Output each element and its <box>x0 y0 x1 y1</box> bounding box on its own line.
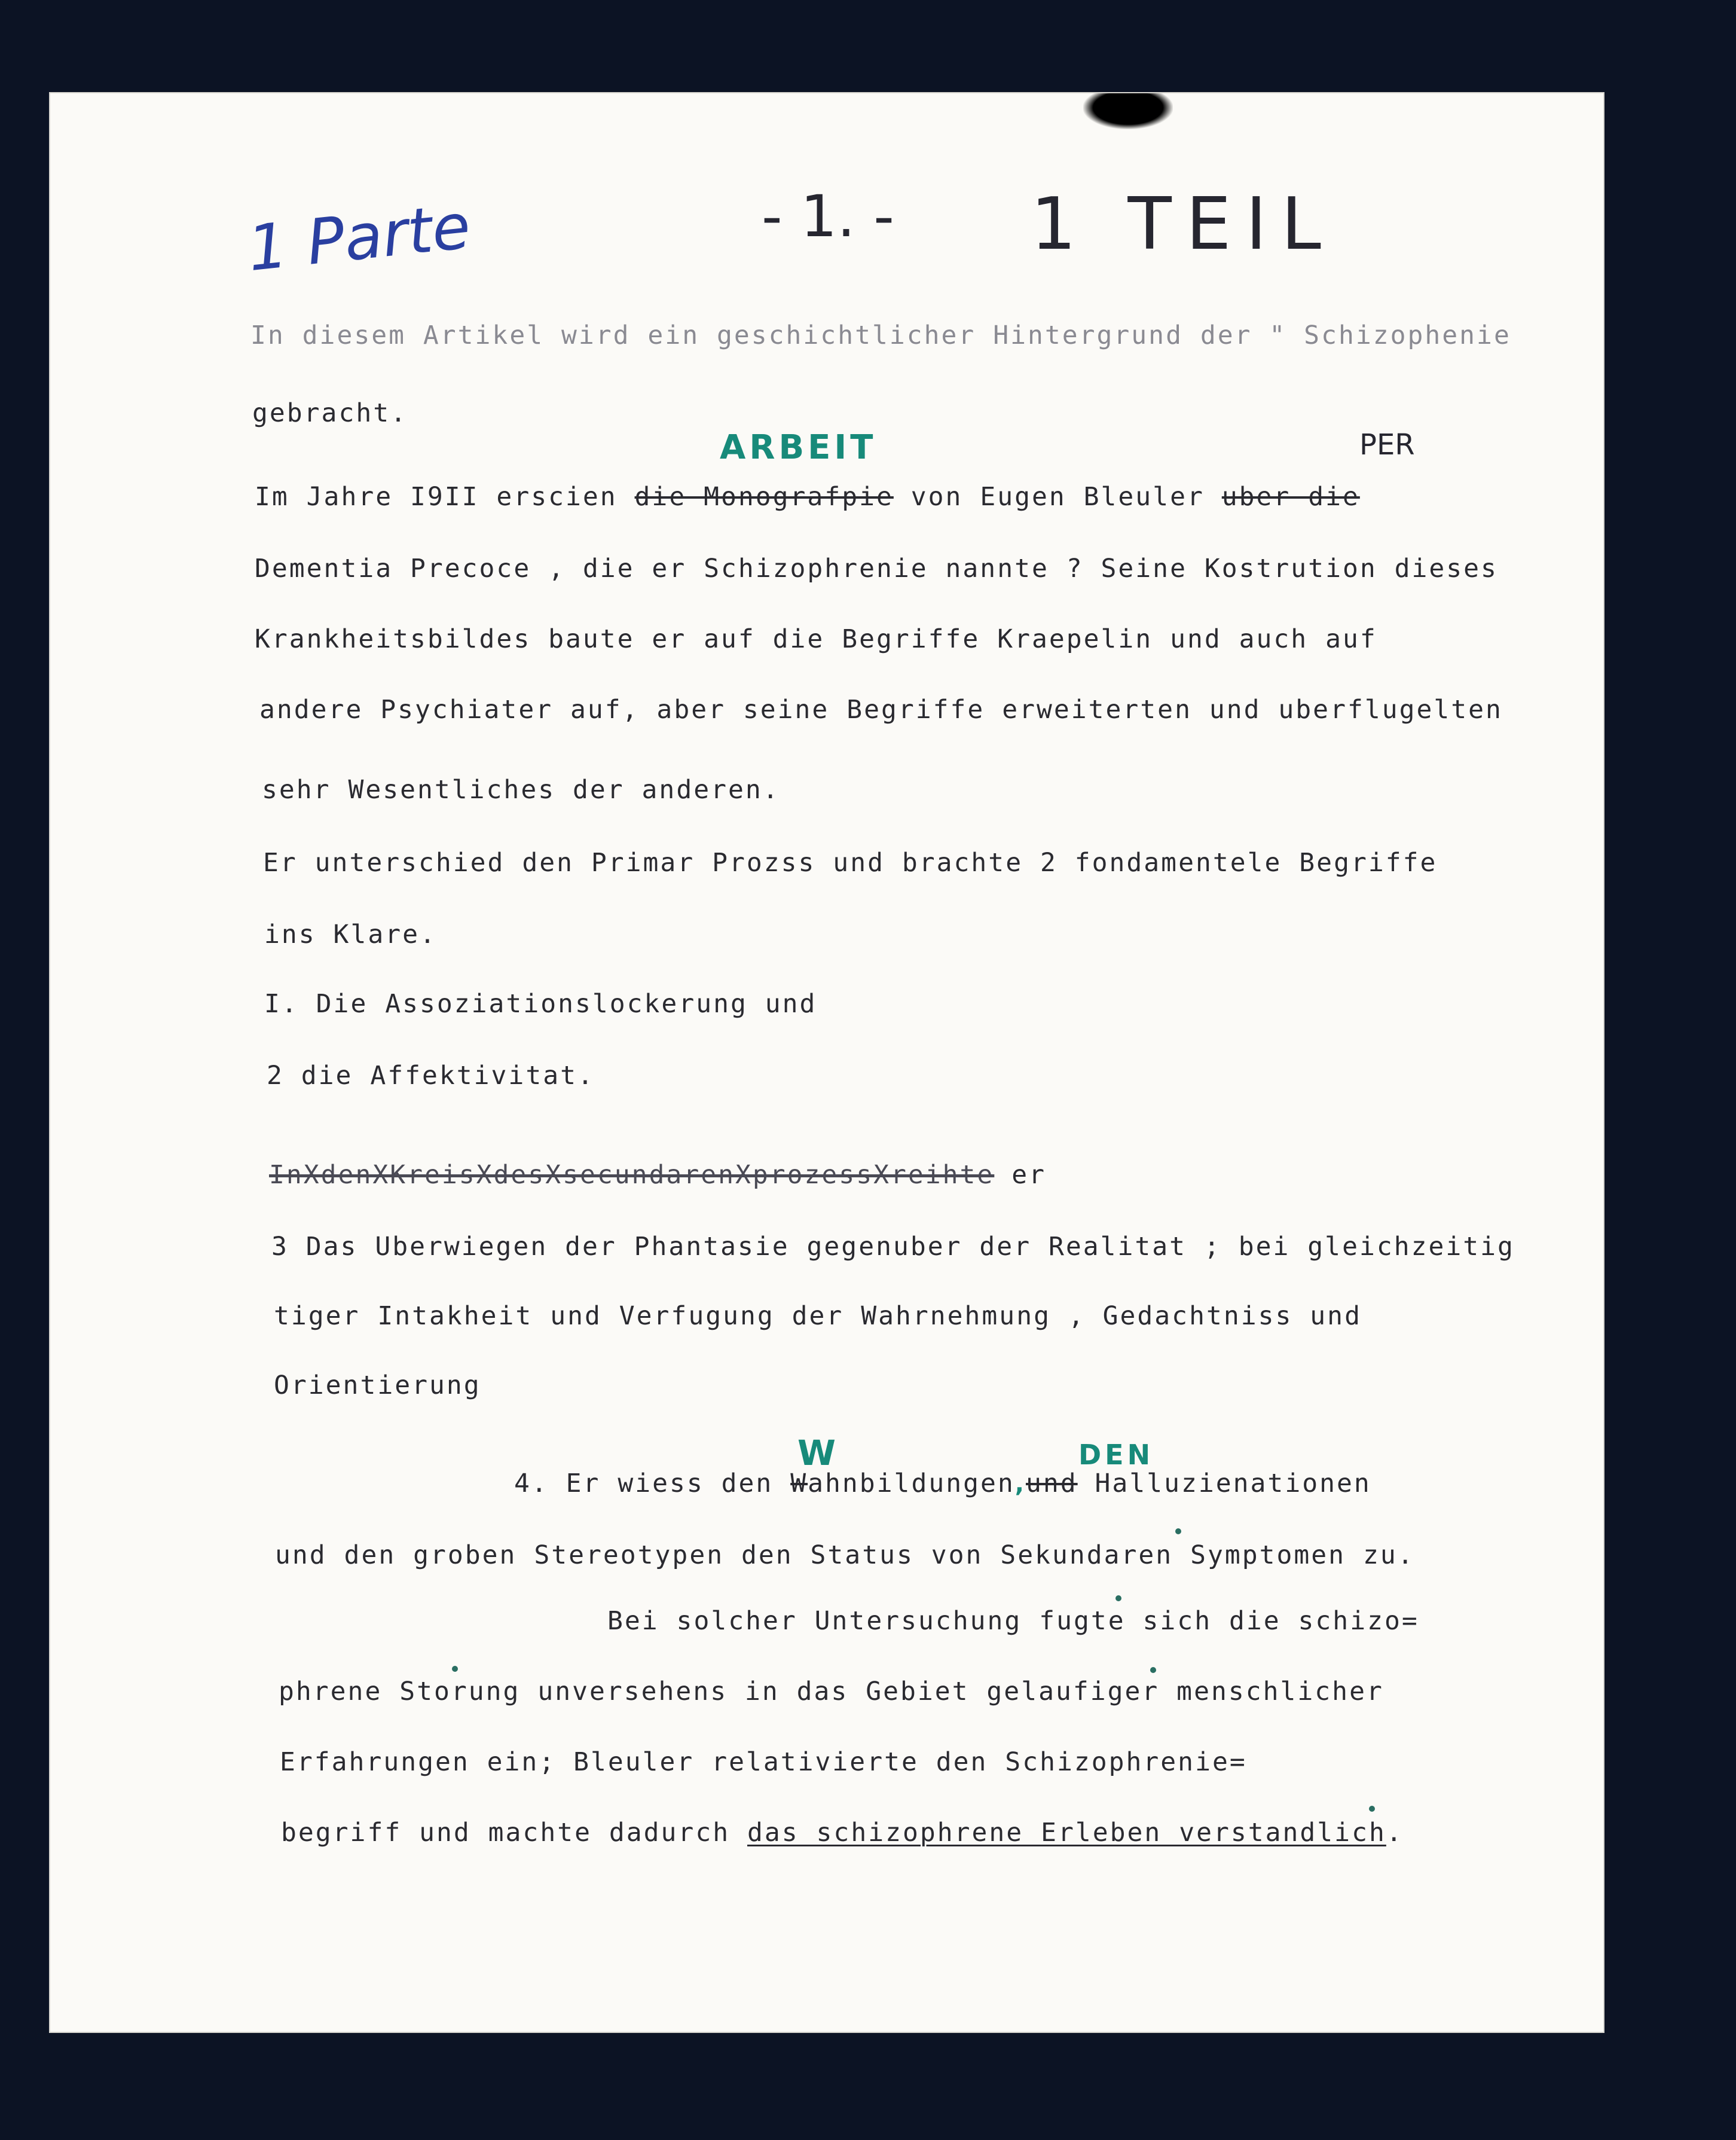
document-page <box>50 93 1603 2032</box>
text-line-17: und den groben Stereotypen den Status von Sekundaren Symptomen zu. <box>275 1540 1415 1570</box>
text-line-3 <box>255 482 1360 512</box>
text-line-15: Orientierung <box>274 1370 481 1400</box>
handwritten-section-title: 1 TEIL <box>1031 183 1335 266</box>
insertion-comma-mark: , <box>1014 1470 1026 1498</box>
text-line-16-start: 4. Er wiess den <box>514 1469 791 1498</box>
text-line-13: 3 Das Uberwiegen der Phantasie gegenuber der Realitat ; bei gleichzeitig <box>271 1232 1515 1262</box>
text-line-20: Erfahrungen ein; Bleuler relativierte den Schizophrenie= <box>280 1747 1247 1777</box>
paper-clip <box>1083 93 1173 129</box>
struck-w: W <box>790 1469 808 1498</box>
text-line-6: andere Psychiater auf, aber seine Begriffe erweiterten und uberflugelten <box>259 695 1503 725</box>
text-line-12 <box>269 1160 1046 1190</box>
text-line-16-middle: ahnbildungen <box>808 1469 1015 1498</box>
text-line-12-end: er <box>994 1160 1046 1190</box>
umlaut-mark-gelaufiger <box>1150 1667 1156 1673</box>
umlaut-mark-verstandlich <box>1369 1806 1375 1812</box>
text-line-3-start: Im Jahre I9II erscien <box>255 482 635 512</box>
handwritten-part-label: 1 Parte <box>244 189 474 286</box>
umlaut-mark-sekundaren <box>1175 1528 1181 1534</box>
umlaut-mark-storung <box>452 1666 458 1672</box>
struck-uber-die: uber die <box>1221 482 1360 512</box>
text-line-21-end: . <box>1386 1818 1404 1848</box>
text-line-14: tiger Intakheit und Verfugung der Wahrnehmung , Gedachtniss und <box>274 1301 1362 1331</box>
handwritten-insert-w: W <box>797 1433 839 1473</box>
handwritten-insert-arbeit: ARBEIT <box>720 428 877 467</box>
struck-und: und <box>1025 1469 1078 1498</box>
text-line-16-end: Halluzienationen <box>1077 1469 1371 1498</box>
handwritten-insert-den: DEN <box>1078 1439 1154 1471</box>
text-line-16 <box>514 1469 1371 1498</box>
text-line-9: ins Klare. <box>264 920 437 950</box>
handwritten-page-number: - 1. - <box>762 183 894 250</box>
text-line-18: Bei solcher Untersuchung fugte sich die schizo= <box>607 1606 1419 1636</box>
text-line-21 <box>281 1818 1404 1848</box>
struck-line-12: InXdenXKreisXdesXsecundarenXprozessXreihte <box>269 1160 995 1190</box>
text-line-5: Krankheitsbildes baute er auf die Begriffe Kraepelin und auch auf <box>255 624 1377 654</box>
text-line-2: gebracht. <box>252 398 408 428</box>
struck-monografpie: die Monografpie <box>634 482 894 512</box>
umlaut-mark-fugte <box>1115 1595 1121 1601</box>
text-line-7: sehr Wesentliches der anderen. <box>262 775 780 805</box>
handwritten-insert-per: PER <box>1359 428 1415 462</box>
underlined-phrase: das schizophrene Erleben verstandlich <box>747 1818 1386 1848</box>
text-line-21-start: begriff und machte dadurch <box>281 1818 747 1848</box>
text-line-11: 2 die Affektivitat. <box>267 1061 595 1091</box>
text-line-4: Dementia Precoce , die er Schizophrenie nannte ? Seine Kostrution dieses <box>255 554 1498 584</box>
text-line-19: phrene Storung unversehens in das Gebiet gelaufiger menschlicher <box>279 1677 1384 1706</box>
text-line-10: I. Die Assoziationslockerung und <box>264 989 817 1019</box>
text-line-3-middle: von Eugen Bleuler <box>893 482 1222 512</box>
text-line-1: In diesem Artikel wird ein geschichtlicher Hintergrund der " Schizophenie <box>250 320 1511 350</box>
text-line-8: Er unterschied den Primar Prozss und brachte 2 fondamentele Begriffe <box>263 848 1438 878</box>
